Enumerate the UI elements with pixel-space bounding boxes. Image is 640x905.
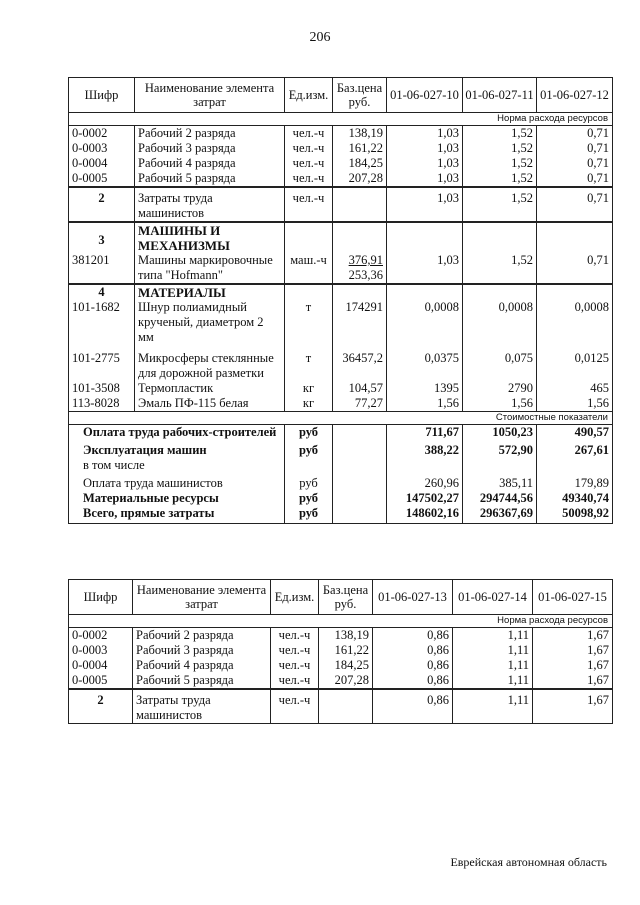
row-unit: чел.-ч [285,171,333,187]
row-code: 0-0002 [69,126,135,142]
totals-row [69,440,613,458]
empty-cell [387,284,463,300]
row-value-3: 0,71 [537,126,613,142]
row-value-3: 1,56 [537,396,613,412]
table-row [69,643,613,658]
empty-cell [463,458,537,473]
row-name: Шнур полиамидный крученый, диаметром 2 мм [135,300,285,348]
table-row [69,396,613,412]
total-name: Материальные ресурсы [69,491,285,506]
row-value-2: 1,11 [453,628,533,644]
row-price: 207,28 [333,171,387,187]
section-code: 3 [69,222,135,253]
row-name: Рабочий 5 разряда [133,673,271,689]
row-price: 104,57 [333,381,387,396]
row-value-2: 1,11 [453,673,533,689]
total-value-3: 179,89 [537,473,613,491]
row-value-2: 1,52 [463,156,537,171]
row-value-1: 0,0375 [387,348,463,381]
norm-label-row [69,113,613,126]
row-value-3: 0,0008 [537,300,613,348]
row-name: Машины маркировочные типа "Hofmann" [135,253,285,284]
header-unit: Ед.изм. [285,78,333,113]
row-code: 0-0002 [69,628,133,644]
machinist-labor-row [69,689,613,724]
row-value-3: 1,67 [533,643,613,658]
section-header-materials [69,284,613,300]
header-code: Шифр [69,580,133,615]
header-col-3: 01-06-027-12 [537,78,613,113]
row-price [333,253,387,284]
total-value-2: 296367,69 [463,506,537,524]
row-unit: чел.-ч [271,673,319,689]
row-price: 174291 [333,300,387,348]
table-row [69,673,613,689]
row-name: Рабочий 2 разряда [135,126,285,142]
row-value-1: 1,03 [387,187,463,222]
row-value-3: 1,67 [533,673,613,689]
row-value-3: 0,71 [537,141,613,156]
row-value-3: 0,71 [537,187,613,222]
total-value-1: 148602,16 [387,506,463,524]
empty-cell [333,284,387,300]
row-value-2: 1,11 [453,643,533,658]
total-value-3: 267,61 [537,440,613,458]
header-name: Наименование элемента затрат [133,580,271,615]
table-row [69,171,613,187]
page-number: 206 [309,30,331,45]
total-unit: руб [285,440,333,458]
row-value-1: 0,86 [373,658,453,673]
row-code: 0-0005 [69,673,133,689]
row-unit: кг [285,396,333,412]
row-value-2: 1,52 [463,171,537,187]
row-value-1: 1,03 [387,126,463,142]
empty-cell [463,222,537,253]
table-row [69,381,613,396]
row-price: 161,22 [319,643,373,658]
price-secondary: 253,36 [348,268,383,282]
row-value-1: 0,86 [373,689,453,724]
row-code: 0-0003 [69,643,133,658]
row-value-1: 1,03 [387,141,463,156]
total-value-1: 260,96 [387,473,463,491]
row-price: 77,27 [333,396,387,412]
empty-cell [333,491,387,506]
norm-label-row [69,615,613,628]
totals-row [69,506,613,524]
total-unit: руб [285,491,333,506]
row-value-3: 0,71 [537,253,613,284]
row-value-3: 0,71 [537,156,613,171]
row-code: 2 [69,689,133,724]
totals-row [69,425,613,441]
norm-label: Норма расхода ресурсов [69,615,613,628]
row-value-3: 0,71 [537,171,613,187]
total-value-3: 490,57 [537,425,613,441]
empty-cell [333,458,387,473]
row-name: Рабочий 3 разряда [133,643,271,658]
row-code: 101-1682 [69,300,135,348]
row-unit: кг [285,381,333,396]
empty-cell [387,458,463,473]
row-price [319,689,373,724]
row-name: Термопластик [135,381,285,396]
total-name: Эксплуатация машин [69,440,285,458]
row-code: 101-2775 [69,348,135,381]
row-value-3: 465 [537,381,613,396]
row-value-1: 0,86 [373,643,453,658]
table-row [69,658,613,673]
machinist-labor-row [69,187,613,222]
total-value-2: 1050,23 [463,425,537,441]
row-unit: чел.-ч [271,628,319,644]
header-col-1: 01-06-027-10 [387,78,463,113]
total-value-2: 294744,56 [463,491,537,506]
row-value-2: 2790 [463,381,537,396]
row-unit: чел.-ч [271,643,319,658]
total-name: Оплата труда рабочих-строителей [69,425,285,441]
total-value-3: 49340,74 [537,491,613,506]
row-price: 184,25 [333,156,387,171]
row-price: 207,28 [319,673,373,689]
row-value-1: 0,0008 [387,300,463,348]
cost-label-row [69,412,613,425]
total-unit: руб [285,473,333,491]
header-col-2: 01-06-027-11 [463,78,537,113]
row-value-2: 1,52 [463,141,537,156]
row-code: 0-0004 [69,156,135,171]
row-price: 36457,2 [333,348,387,381]
section-header-machines [69,222,613,253]
row-value-2: 1,52 [463,253,537,284]
table-row [69,628,613,644]
row-code: 113-8028 [69,396,135,412]
row-name: Микросферы стеклянные для дорожной разметки [135,348,285,381]
header-col-2: 01-06-027-14 [453,580,533,615]
empty-cell [285,222,333,253]
table-header-row [69,78,613,113]
total-value-3: 50098,92 [537,506,613,524]
total-value-1: 711,67 [387,425,463,441]
row-name: Рабочий 5 разряда [135,171,285,187]
price-primary: 376,91 [348,253,383,267]
norm-label: Норма расхода ресурсов [69,113,613,126]
empty-cell [333,440,387,458]
row-price: 138,19 [319,628,373,644]
row-value-1: 0,86 [373,673,453,689]
row-code: 0-0004 [69,658,133,673]
row-value-2: 1,11 [453,689,533,724]
row-unit: чел.-ч [285,156,333,171]
totals-row [69,491,613,506]
header-name: Наименование элемента затрат [135,78,285,113]
row-value-1: 1,03 [387,253,463,284]
empty-cell [333,425,387,441]
total-value-1: 147502,27 [387,491,463,506]
row-value-3: 1,67 [533,628,613,644]
header-base-price: Баз.цена руб. [333,78,387,113]
table-row [69,156,613,171]
row-price: 161,22 [333,141,387,156]
row-value-1: 0,86 [373,628,453,644]
row-unit: т [285,300,333,348]
table-row [69,253,613,284]
empty-cell [285,458,333,473]
section-title: МАШИНЫ И МЕХАНИЗМЫ [135,222,285,253]
row-code: 381201 [69,253,135,284]
header-code: Шифр [69,78,135,113]
total-value-1: 388,22 [387,440,463,458]
row-code: 101-3508 [69,381,135,396]
empty-cell [463,284,537,300]
row-unit: т [285,348,333,381]
row-code: 2 [69,187,135,222]
total-name: Всего, прямые затраты [69,506,285,524]
empty-cell [285,284,333,300]
row-name: Затраты труда машинистов [135,187,285,222]
header-base-price: Баз.цена руб. [319,580,373,615]
row-value-3: 1,67 [533,658,613,673]
table-row [69,348,613,381]
totals-row [69,458,613,473]
row-value-2: 0,0008 [463,300,537,348]
row-unit: чел.-ч [271,658,319,673]
row-value-1: 1,56 [387,396,463,412]
row-code: 0-0005 [69,171,135,187]
empty-cell [537,222,613,253]
row-unit: маш.-ч [285,253,333,284]
total-name: в том числе [69,458,285,473]
footer-region: Еврейская автономная область [450,855,607,869]
total-name: Оплата труда машинистов [69,473,285,491]
row-value-3: 0,0125 [537,348,613,381]
row-name: Затраты труда машинистов [133,689,271,724]
resource-table-2 [68,579,613,724]
resource-table-1 [68,77,613,524]
empty-cell [333,222,387,253]
section-code: 4 [69,284,135,300]
total-unit: руб [285,425,333,441]
table-row [69,141,613,156]
table-row [69,300,613,348]
row-value-2: 1,52 [463,187,537,222]
row-unit: чел.-ч [285,126,333,142]
row-code: 0-0003 [69,141,135,156]
row-price: 184,25 [319,658,373,673]
row-value-2: 1,11 [453,658,533,673]
total-value-2: 572,90 [463,440,537,458]
total-value-2: 385,11 [463,473,537,491]
row-value-2: 1,56 [463,396,537,412]
cost-label: Стоимостные показатели [69,412,613,425]
row-unit: чел.-ч [285,187,333,222]
row-unit: чел.-ч [285,141,333,156]
empty-cell [537,284,613,300]
row-price: 138,19 [333,126,387,142]
totals-row [69,473,613,491]
total-unit: руб [285,506,333,524]
row-value-1: 1,03 [387,156,463,171]
row-name: Рабочий 4 разряда [135,156,285,171]
row-value-3: 1,67 [533,689,613,724]
empty-cell [333,506,387,524]
header-col-3: 01-06-027-15 [533,580,613,615]
table-header-row [69,580,613,615]
header-unit: Ед.изм. [271,580,319,615]
row-value-2: 1,52 [463,126,537,142]
row-unit: чел.-ч [271,689,319,724]
table-row [69,126,613,142]
empty-cell [387,222,463,253]
row-name: Рабочий 4 разряда [133,658,271,673]
row-name: Рабочий 3 разряда [135,141,285,156]
row-value-1: 1,03 [387,171,463,187]
row-value-2: 0,075 [463,348,537,381]
row-value-1: 1395 [387,381,463,396]
row-name: Эмаль ПФ-115 белая [135,396,285,412]
row-price [333,187,387,222]
empty-cell [333,473,387,491]
section-title: МАТЕРИАЛЫ [135,284,285,300]
header-col-1: 01-06-027-13 [373,580,453,615]
empty-cell [537,458,613,473]
row-name: Рабочий 2 разряда [133,628,271,644]
